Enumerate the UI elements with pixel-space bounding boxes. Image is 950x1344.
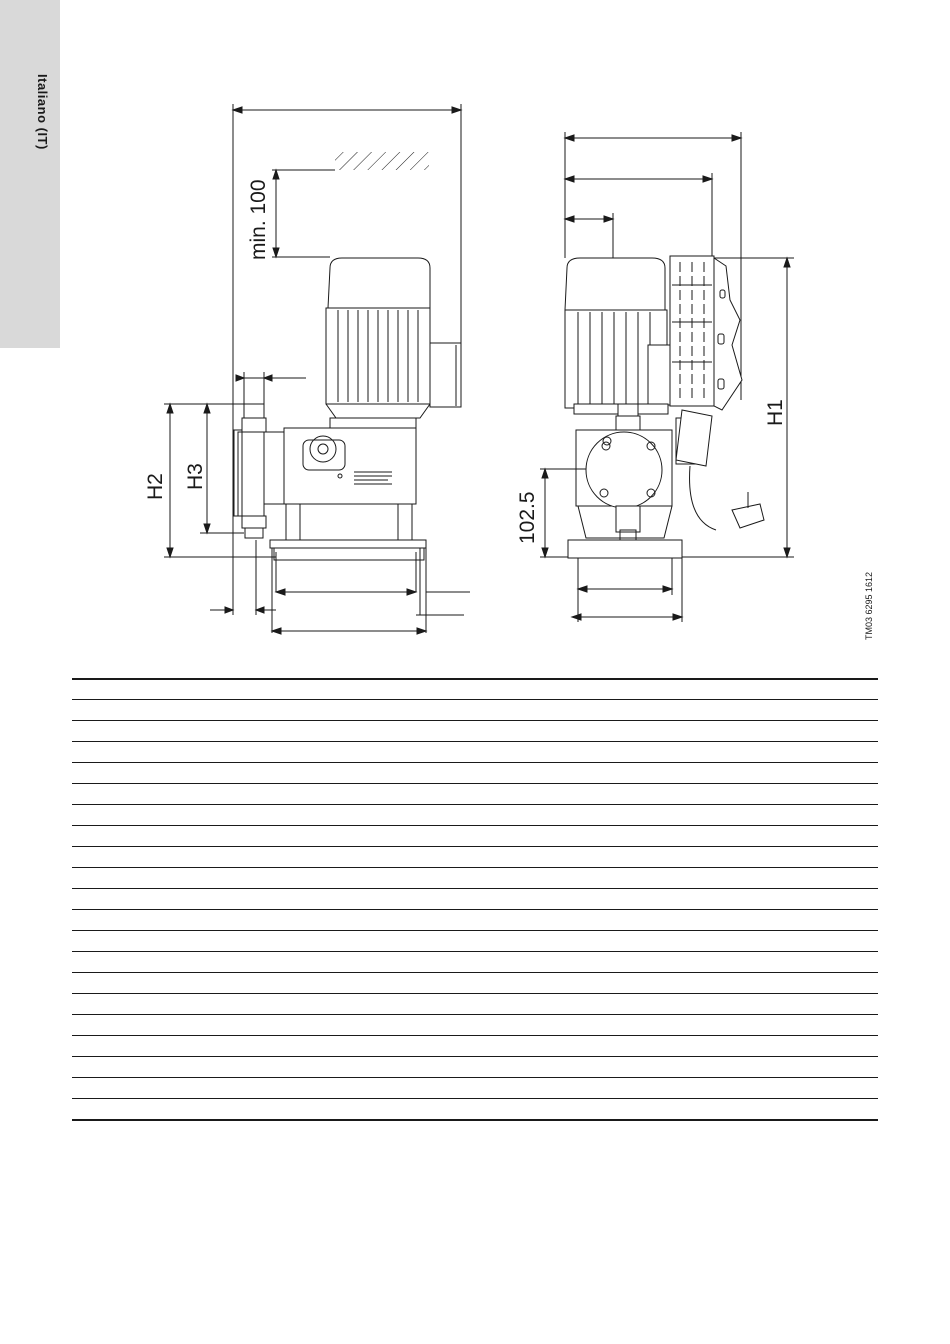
table-row xyxy=(72,720,878,741)
table-row xyxy=(72,930,878,951)
table-bottom-rule xyxy=(72,1119,878,1121)
table-row xyxy=(72,1077,878,1098)
figure-code: TM03 6295 1612 xyxy=(864,571,874,640)
h2-label: H2 xyxy=(144,473,167,500)
language-label: Italiano (IT) xyxy=(35,74,50,150)
table-row xyxy=(72,993,878,1014)
table-row xyxy=(72,1098,878,1119)
table-row xyxy=(72,825,878,846)
table-row xyxy=(72,972,878,993)
table-row xyxy=(72,1056,878,1077)
table-row xyxy=(72,1035,878,1056)
dimension-table xyxy=(72,678,878,1121)
table-row xyxy=(72,1014,878,1035)
table-row xyxy=(72,846,878,867)
table-row xyxy=(72,867,878,888)
table-row xyxy=(72,762,878,783)
min-clearance-label: min. 100 xyxy=(247,179,270,260)
front-view xyxy=(164,104,470,634)
table-row xyxy=(72,909,878,930)
table-row xyxy=(72,888,878,909)
table-row xyxy=(72,699,878,720)
table-row xyxy=(72,783,878,804)
h3-label: H3 xyxy=(184,463,207,490)
side-view xyxy=(540,132,794,622)
h1-label: H1 xyxy=(764,399,787,426)
table-row xyxy=(72,678,878,699)
table-row xyxy=(72,804,878,825)
base-height-label: 102.5 xyxy=(516,491,539,544)
table-row xyxy=(72,951,878,972)
table-row xyxy=(72,741,878,762)
